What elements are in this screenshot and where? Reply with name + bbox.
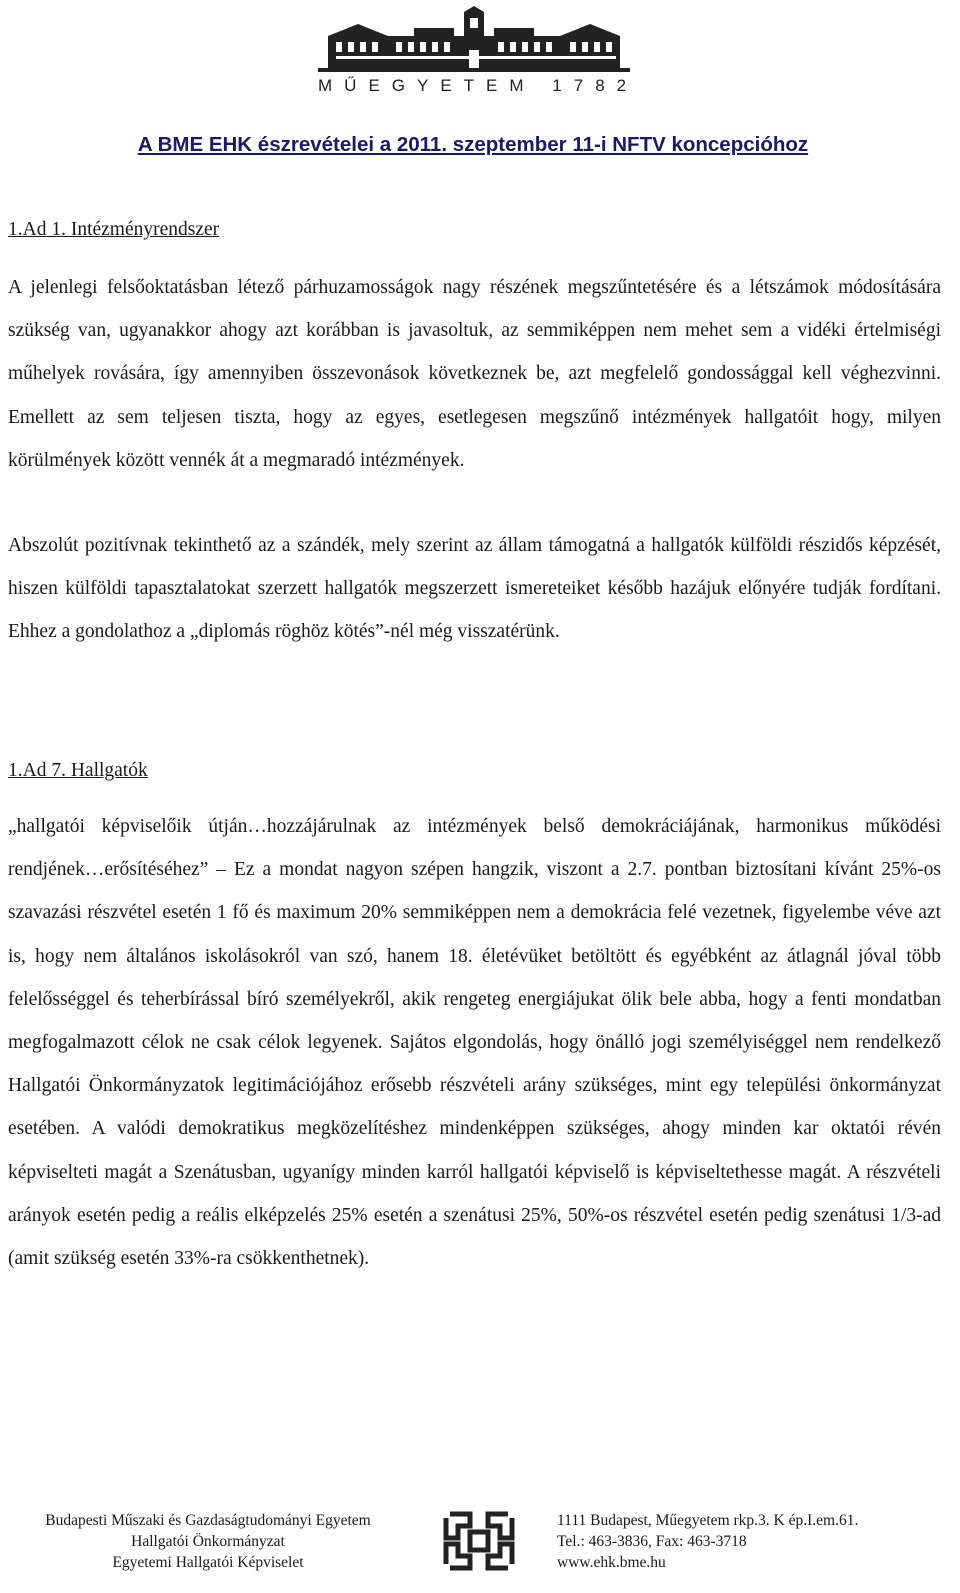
ehk-logo-icon [440,1508,518,1574]
footer-line: Budapesti Műszaki és Gazdaságtudományi Egyetem [45,1512,371,1529]
paragraph: „hallgatói képviselőik útján…hozzájárulnak az intézmények belső demokráciájának, harmonikus működési rendjének…erősítéséhez” – Ez a mondat nagyon szépen hangzik, viszont a 2.7. pontban biztosítani kívánt 25%-os szavazási részvétel esetén 1 fő és maximum 20% semmiképpen nem a demokrácia felé vezetnek, figyelembe véve azt is, hogy nem általános iskolásokról van szó, hanem 18. életévüket betöltött és egyébként az átlagnál jóval több felelősséggel és teherbírással bíró személyekről, akik rengeteg energiájukat ölik bele abba, hogy a fenti mondatban megfogalmazott célok ne csak célok legyenek. Sajátos elgondolás, hogy önálló jogi személyiséggel nem rendelkező Hallgatói Önkormányzatok legitimációjához erősebb részvételi arány szükséges, mint egy települési önkormányzat esetében. A valódi demokratikus megközelítéshez mindenképpen szükséges, ahogy minden kar oktatói révén képviselteti magát a Szenátusban, ugyanígy minden karról hallgatói képviselő is képviseltethesse magát. A részvételi arányok esetén pedig a reális elképzelés 25% esetén a szenátusi 25%, 50%-os részvétel esetén pedig szenátusi 1/3-ad (amit szükség esetén 33%-ra csökkenthetnek). [8,816,941,1270]
bme-logo [318,6,639,96]
logo-text: MŰEGYETEM 1782 [318,76,639,95]
footer-line: Egyetemi Hallgatói Képviselet [112,1554,304,1571]
university-building-icon [318,6,630,74]
section-heading-hallgatok: 1.Ad 7. Hallgatók [8,760,148,781]
section-heading-intezmenyrendszer: 1.Ad 1. Intézményrendszer [8,219,220,240]
document-title: A BME EHK észrevételei a 2011. szeptember 11-i NFTV koncepcióhoz [137,133,809,156]
footer-institution [8,1510,408,1573]
paragraph: Abszolút pozitívnak tekinthető az a szándék, mely szerint az állam támogatná a hallgatók külföldi részidős képzését, hiszen külföldi tapasztalatokat szerzett hallgatók megszerzett ismereteiket később hazájuk előnyére tudják fordítani. Ehhez a gondolathoz a „diplomás röghöz kötés”-nél még visszatérünk. [8,535,941,643]
footer-contact [557,1510,957,1573]
footer-line: Hallgatói Önkormányzat [131,1533,285,1550]
footer-website-link[interactable]: www.ehk.bme.hu [557,1554,666,1571]
paragraph: A jelenlegi felsőoktatásban létező párhuzamosságok nagy részének megszűntetésére és a létszámok módosítására szükség van, ugyanakkor ahogy azt korábban is javasoltuk, az semmiképpen nem mehet sem a vidéki értelmiségi műhelyek rovására, így amennyiben összevonások következnek be, azt megfelelő gondossággal kell véghezvinni. Emellett az sem teljesen tiszta, hogy az egyes, esetlegesen megszűnő intézmények hallgatóit hogy, milyen körülmények között vennék át a megmaradó intézmények. [8,277,941,471]
footer-phone: Tel.: 463-3836, Fax: 463-3718 [557,1533,747,1550]
footer-address: 1111 Budapest, Műegyetem rkp.3. K ép.I.em.61. [557,1512,859,1529]
